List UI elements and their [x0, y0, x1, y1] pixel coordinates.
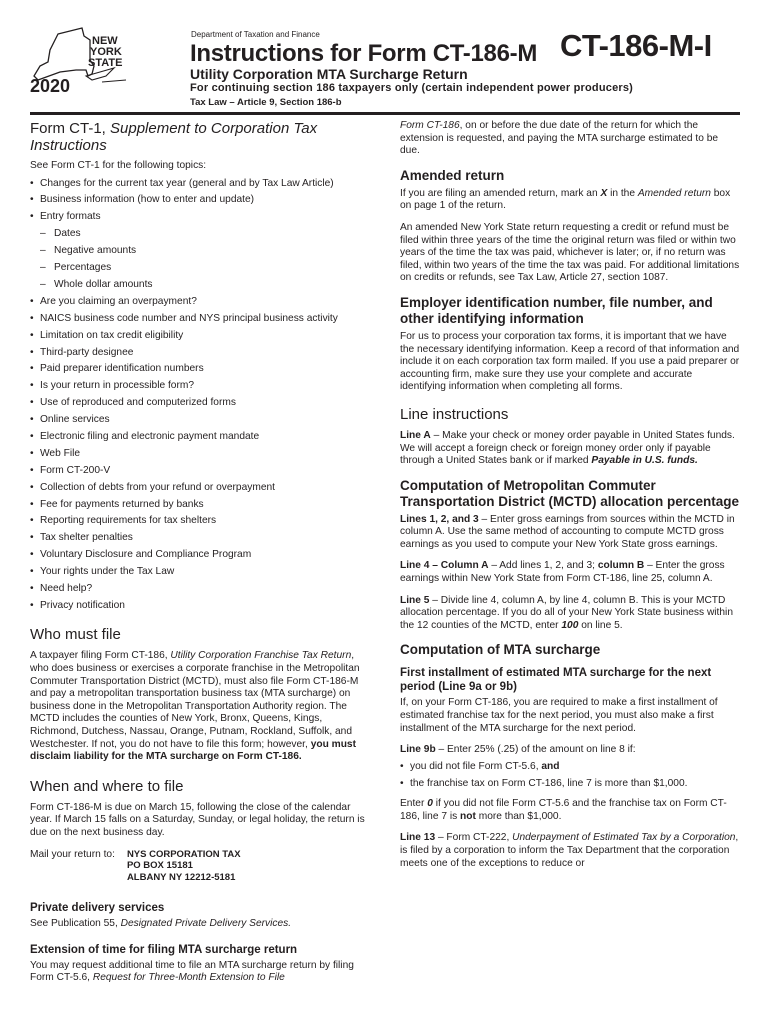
private-delivery-text: See Publication 55, Designated Private Delivery Services.	[30, 918, 292, 930]
list-item: • Fee for payments returned by banks	[30, 499, 370, 512]
list-item: • Privacy notification	[30, 600, 370, 613]
section-title-extension: Extension of time for filing MTA surcharge return	[30, 943, 298, 956]
extension-continued: Form CT-186, on or before the due date of the return for which the extension is requested, and paying the MTA surcharge estimated to be due.	[400, 120, 719, 157]
list-item: • Are you claiming an overpayment?	[30, 296, 370, 309]
list-item: • Entry formats	[30, 211, 370, 224]
header-divider	[30, 112, 740, 115]
list-item: • Web File	[30, 448, 370, 461]
list-item: • Paid preparer identification numbers	[30, 363, 370, 376]
list-item: • Use of reproduced and computerized forms	[30, 397, 370, 410]
ein-text: For us to process your corporation tax forms, it is important that we have the necessary identifying information. Keep a record of that information and include it on each corporation tax form mailed. If you use a paid preparer or accounting firm, make sure they use your complete and accurate identifying information when completing all forms.	[400, 330, 740, 393]
extension-text: You may request additional time to file an MTA surcharge return by filing Form CT-5.6, Request for Three-Month Extension to File	[30, 959, 354, 984]
mailing-address-block	[30, 849, 370, 884]
list-item: • Form CT-200-V	[30, 465, 370, 478]
state-name-line2: YORK	[90, 46, 122, 58]
list-item: • Limitation on tax credit eligibility	[30, 330, 370, 343]
list-item: • Is your return in processible form?	[30, 380, 370, 393]
tax-year: 2020	[30, 76, 71, 96]
line-5-text: Line 5 – Divide line 4, column A, by line 4, column B. This is your MCTD allocation percentage. If you do all of your New York State business within the 12 counties of the MCTD, enter 100 on line 5.	[400, 594, 733, 631]
list-item: • you did not file Form CT-5.6, and	[400, 761, 740, 774]
list-item: • Need help?	[30, 583, 370, 596]
list-item: • Tax shelter penalties	[30, 532, 370, 545]
list-item: • Reporting requirements for tax shelters	[30, 515, 370, 528]
department-name: Department of Taxation and Finance	[191, 30, 320, 39]
form-scope: For continuing section 186 taxpayers only (certain independent power producers)	[190, 82, 634, 94]
topics-intro: See Form CT-1 for the following topics:	[30, 160, 207, 171]
amended-text-2: An amended New York State return requesting a credit or refund must be filed within three years of the time the original return was filed or within two years of the time the tax was paid, whichever is later; or, if no return was filed, within two years of the time the tax was paid. For additional limitations on credits or refunds, see Tax Law, Article 27, section 1087.	[400, 221, 740, 284]
page-title: Instructions for Form CT-186-M	[190, 40, 538, 67]
enter-zero-text: Enter 0 if you did not file Form CT-5.6 and the franchise tax on Form CT-186, line 7 is not more than $1,000.	[400, 798, 727, 822]
section-title-mctd: Computation of Metropolitan Commuter Transportation District (MCTD) allocation percentage	[400, 477, 740, 509]
section-title-ct1: Form CT-1, Supplement to Corporation Tax Instructions	[30, 120, 318, 154]
line-4-text: Line 4 – Column A – Add lines 1, 2, and 3; column B – Enter the gross earnings within New York State from Form CT-186, line 25, column A.	[400, 560, 725, 585]
when-where-text: Form CT-186-M is due on March 15, following the close of the calendar year. If March 15 falls on a Saturday, Sunday, or legal holiday, the return is due on the next business day.	[30, 801, 365, 838]
who-must-file-text: A taxpayer filing Form CT-186, Utility Corporation Franchise Tax Return, who does business or exercises a corporate franchise in the Metropolitan Commuter Transportation District (MCTD), must also file Form CT-186-M and pay a metropolitan transportation business tax (MTA surcharge) on business done in the Metropolitan Transportation Authority region. The MCTD includes the counties of New York, Bronx, Queens, Kings, Richmond, Dutchess, Nassau, Orange, Putnam, Rockland, Suffolk, and Westchester. If not, you do not have to file this form; however, you must disclaim liability for the MTA surcharge on Form CT-186.	[30, 650, 360, 763]
left-column	[30, 120, 370, 994]
section-title-line-instructions: Line instructions	[400, 405, 509, 423]
list-item: • Electronic filing and electronic payment mandate	[30, 431, 370, 444]
state-name-line3: STATE	[88, 57, 123, 69]
line-9b-conditions	[400, 761, 740, 790]
list-item: • NAICS business code number and NYS principal business activity	[30, 313, 370, 326]
list-item: – Percentages	[30, 262, 370, 275]
mailing-address: NYS CORPORATION TAX PO BOX 15181 ALBANY NY 12212-5181	[126, 848, 241, 883]
list-item: • Your rights under the Tax Law	[30, 566, 370, 579]
amended-text-1: If you are filing an amended return, mark an X in the Amended return box on page 1 of the return.	[400, 187, 731, 212]
list-item: • the franchise tax on Form CT-186, line 7 is more than $1,000.	[400, 778, 740, 791]
section-title-when-where: When and where to file	[30, 777, 184, 795]
right-column	[400, 120, 740, 879]
section-title-first-installment: First installment of estimated MTA surcharge for the next period (Line 9a or 9b)	[400, 667, 712, 694]
tax-law-reference: Tax Law – Article 9, Section 186-b	[190, 97, 342, 108]
list-item: – Dates	[30, 228, 370, 241]
section-title-mta-surcharge: Computation of MTA surcharge	[400, 642, 601, 658]
form-subtitle: Utility Corporation MTA Surcharge Return	[190, 66, 468, 82]
list-item: • Voluntary Disclosure and Compliance Program	[30, 549, 370, 562]
first-installment-text: If, on your Form CT-186, you are required to make a first installment of estimated franchise tax for the next period, you must also make a first installment of the MTA surcharge for the next period.	[400, 697, 718, 734]
line-13-text: Line 13 – Form CT-222, Underpayment of Estimated Tax by a Corporation, is filed by a corporation to inform the Tax Department that the corporation meets one of the exceptions to reduce or	[400, 832, 739, 869]
state-name-line1: NEW	[92, 35, 118, 47]
list-item: • Changes for the current tax year (general and by Tax Law Article)	[30, 178, 370, 191]
list-item: – Negative amounts	[30, 245, 370, 258]
lines-1-3-text: Lines 1, 2, and 3 – Enter gross earnings from sources within the MCTD in column A. Use the same method of accounting to compute MCTD gross earnings as you used to compute your New York State gross earnings.	[400, 513, 735, 550]
line-9b-text: Line 9b – Enter 25% (.25) of the amount on line 8 if:	[400, 744, 636, 756]
line-a-text: Line A – Make your check or money order payable in United States funds. We will accept a foreign check or foreign money order only if payable through a United States bank or if marked Payable in U.S. funds.	[400, 429, 735, 467]
topics-list	[30, 178, 370, 613]
mail-label: Mail your return to:	[30, 848, 115, 860]
section-title-private-delivery: Private delivery services	[30, 902, 165, 915]
list-item: • Online services	[30, 414, 370, 427]
list-item: – Whole dollar amounts	[30, 279, 370, 292]
list-item: • Business information (how to enter and update)	[30, 194, 370, 207]
section-title-amended: Amended return	[400, 167, 505, 183]
list-item: • Third-party designee	[30, 347, 370, 360]
list-item: • Collection of debts from your refund or overpayment	[30, 482, 370, 495]
form-code: CT-186-M-I	[560, 28, 712, 63]
section-title-ein: Employer identification number, file number, and other identifying information	[400, 294, 713, 326]
section-title-who-must-file: Who must file	[30, 626, 121, 644]
